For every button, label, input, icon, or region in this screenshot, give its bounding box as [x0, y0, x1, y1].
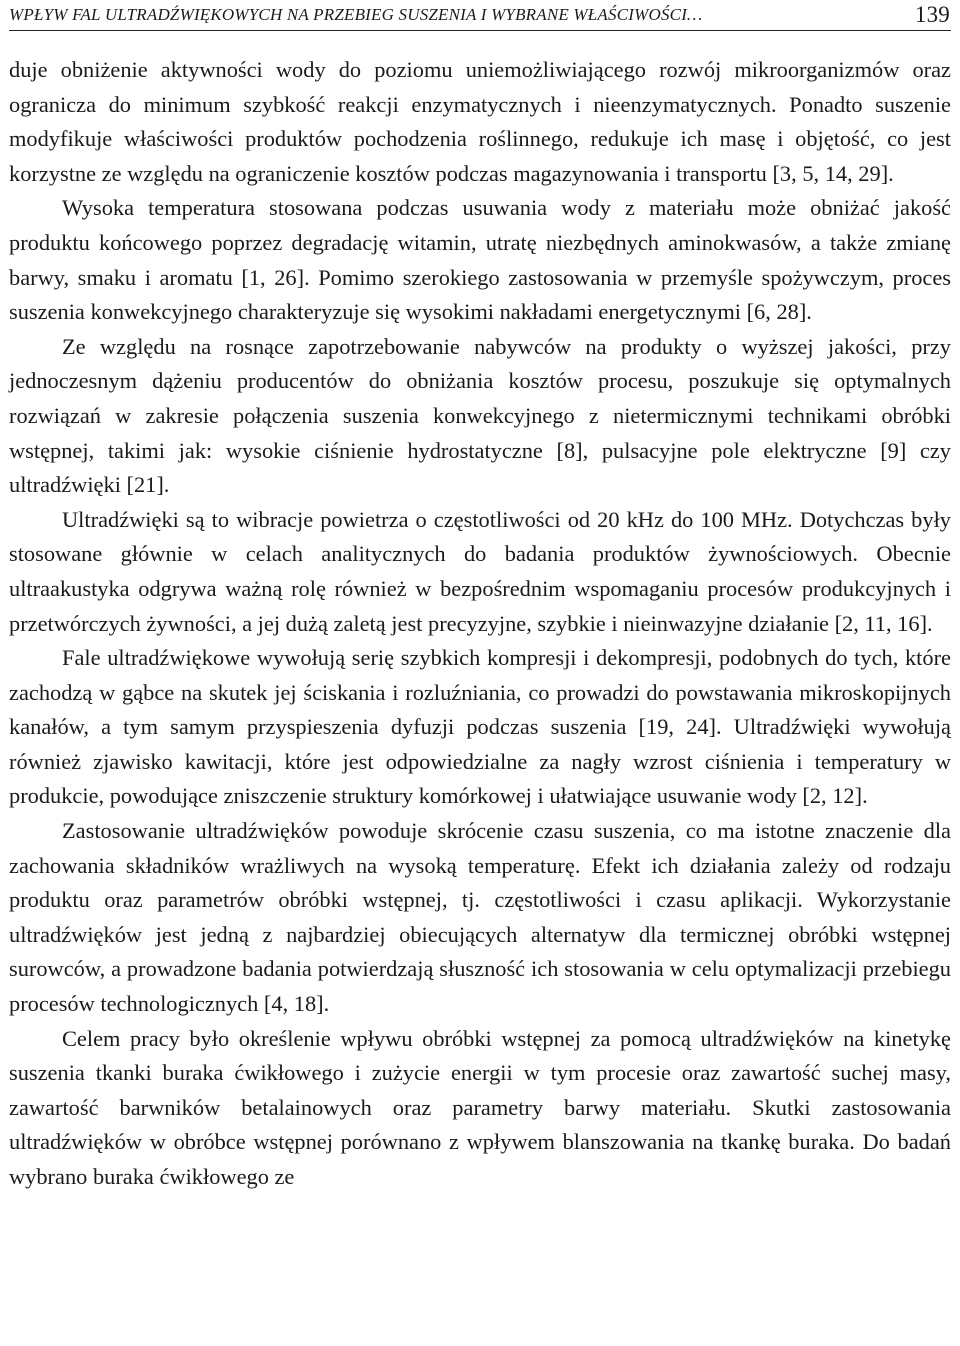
running-header	[9, 0, 951, 31]
paragraph: Ze względu na rosnące zapotrzebowanie nabywców na produkty o wyższej jakości, przy jednoczesnym dążeniu producentów do obniżania kosztów procesu, poszukuje się optymalnych rozwiązań w zakresie połączenia suszenia konwekcyjnego z nietermicznymi technikami obróbki wstępnej, takimi jak: wysokie ciśnienie hydrostatyczne [8], pulsacyjne pole elektryczne [9] czy ultradźwięki [21].	[9, 333, 951, 498]
paragraph: duje obniżenie aktywności wody do poziomu uniemożliwiającego rozwój mikroorganizmów oraz ogranicza do minimum szybkość reakcji enzymatycznych i nieenzymatycznych. Ponadto suszenie modyfikuje właściwości produktów pochodzenia roślinnego, redukuje ich masę i objętość, co jest korzystne ze względu na ograniczenie kosztów podczas magazynowania i transportu [3, 5, 14, 29].	[9, 57, 951, 186]
paragraph: Ultradźwięki są to wibracje powietrza o częstotliwości od 20 kHz do 100 MHz. Dotychczas były stosowane głównie w celach analitycznych do badania produktów żywnościowych. Obecnie ultraakustyka odgrywa ważną rolę również w bezpośrednim wspomaganiu procesów produkcyjnych i przetwórczych żywności, a jej dużą zaletą jest precyzyjne, szybkie i nieinwazyjne działanie [2, 11, 16].	[9, 506, 951, 636]
paragraph: Fale ultradźwiękowe wywołują serię szybkich kompresji i dekompresji, podobnych do tych, które zachodzą w gąbce na skutek jej ściskania i rozluźniania, co prowadzi do powstawania mikroskopijnych kanałów, a tym samym przyspieszenia dyfuzji podczas suszenia [19, 24]. Ultradźwięki wywołują również zjawisko kawitacji, które jest odpowiedzialne za nagły wzrost ciśnienia i temperatury w produkcie, powodujące zniszczenie struktury komórkowej i ułatwiające usuwanie wody [2, 12].	[9, 645, 951, 809]
document-page	[9, 0, 951, 1195]
paragraph: Wysoka temperatura stosowana podczas usuwania wody z materiału może obniżać jakość produktu końcowego poprzez degradację witamin, utratę niezbędnych aminokwasów, a także zmianę barwy, smaku i aromatu [1, 26]. Pomimo szerokiego zastosowania w przemyśle spożywczym, proces suszenia konwekcyjnego charakteryzuje się wysokimi nakładami energetycznymi [6, 28].	[9, 195, 951, 325]
paragraph: Celem pracy było określenie wpływu obróbki wstępnej za pomocą ultradźwięków na kinetykę suszenia tkanki buraka ćwikłowego i zużycie energii w tym procesie oraz zawartość suchej masy, zawartość barwników betalainowych oraz parametry barwy materiału. Skutki zastosowania ultradźwięków w obróbce wstępnej porównano z wpływem blanszowania na tkankę buraka. Do badań wybrano buraka ćwikłowego ze	[9, 1025, 951, 1189]
running-title: WPŁYW FAL ULTRADŹWIĘKOWYCH NA PRZEBIEG SUSZENIA I WYBRANE WŁAŚCIWOŚCI…	[9, 5, 703, 24]
paragraph: Zastosowanie ultradźwięków powoduje skrócenie czasu suszenia, co ma istotne znaczenie dla zachowania składników wrażliwych na wysoką temperaturę. Efekt ich działania zależy od rodzaju produktu oraz parametrów obróbki wstępnej, tj. częstotliwości i czasu aplikacji. Wykorzystanie ultradźwięków jest jedną z najbardziej obiecujących alternatyw dla termicznej obróbki wstępnej surowców, a prowadzone badania potwierdzają słuszność ich stosowania w celu optymalizacji przebiegu procesów technologicznych [4, 18].	[9, 818, 951, 1017]
page-number: 139	[914, 2, 950, 27]
body-text	[9, 53, 951, 1195]
